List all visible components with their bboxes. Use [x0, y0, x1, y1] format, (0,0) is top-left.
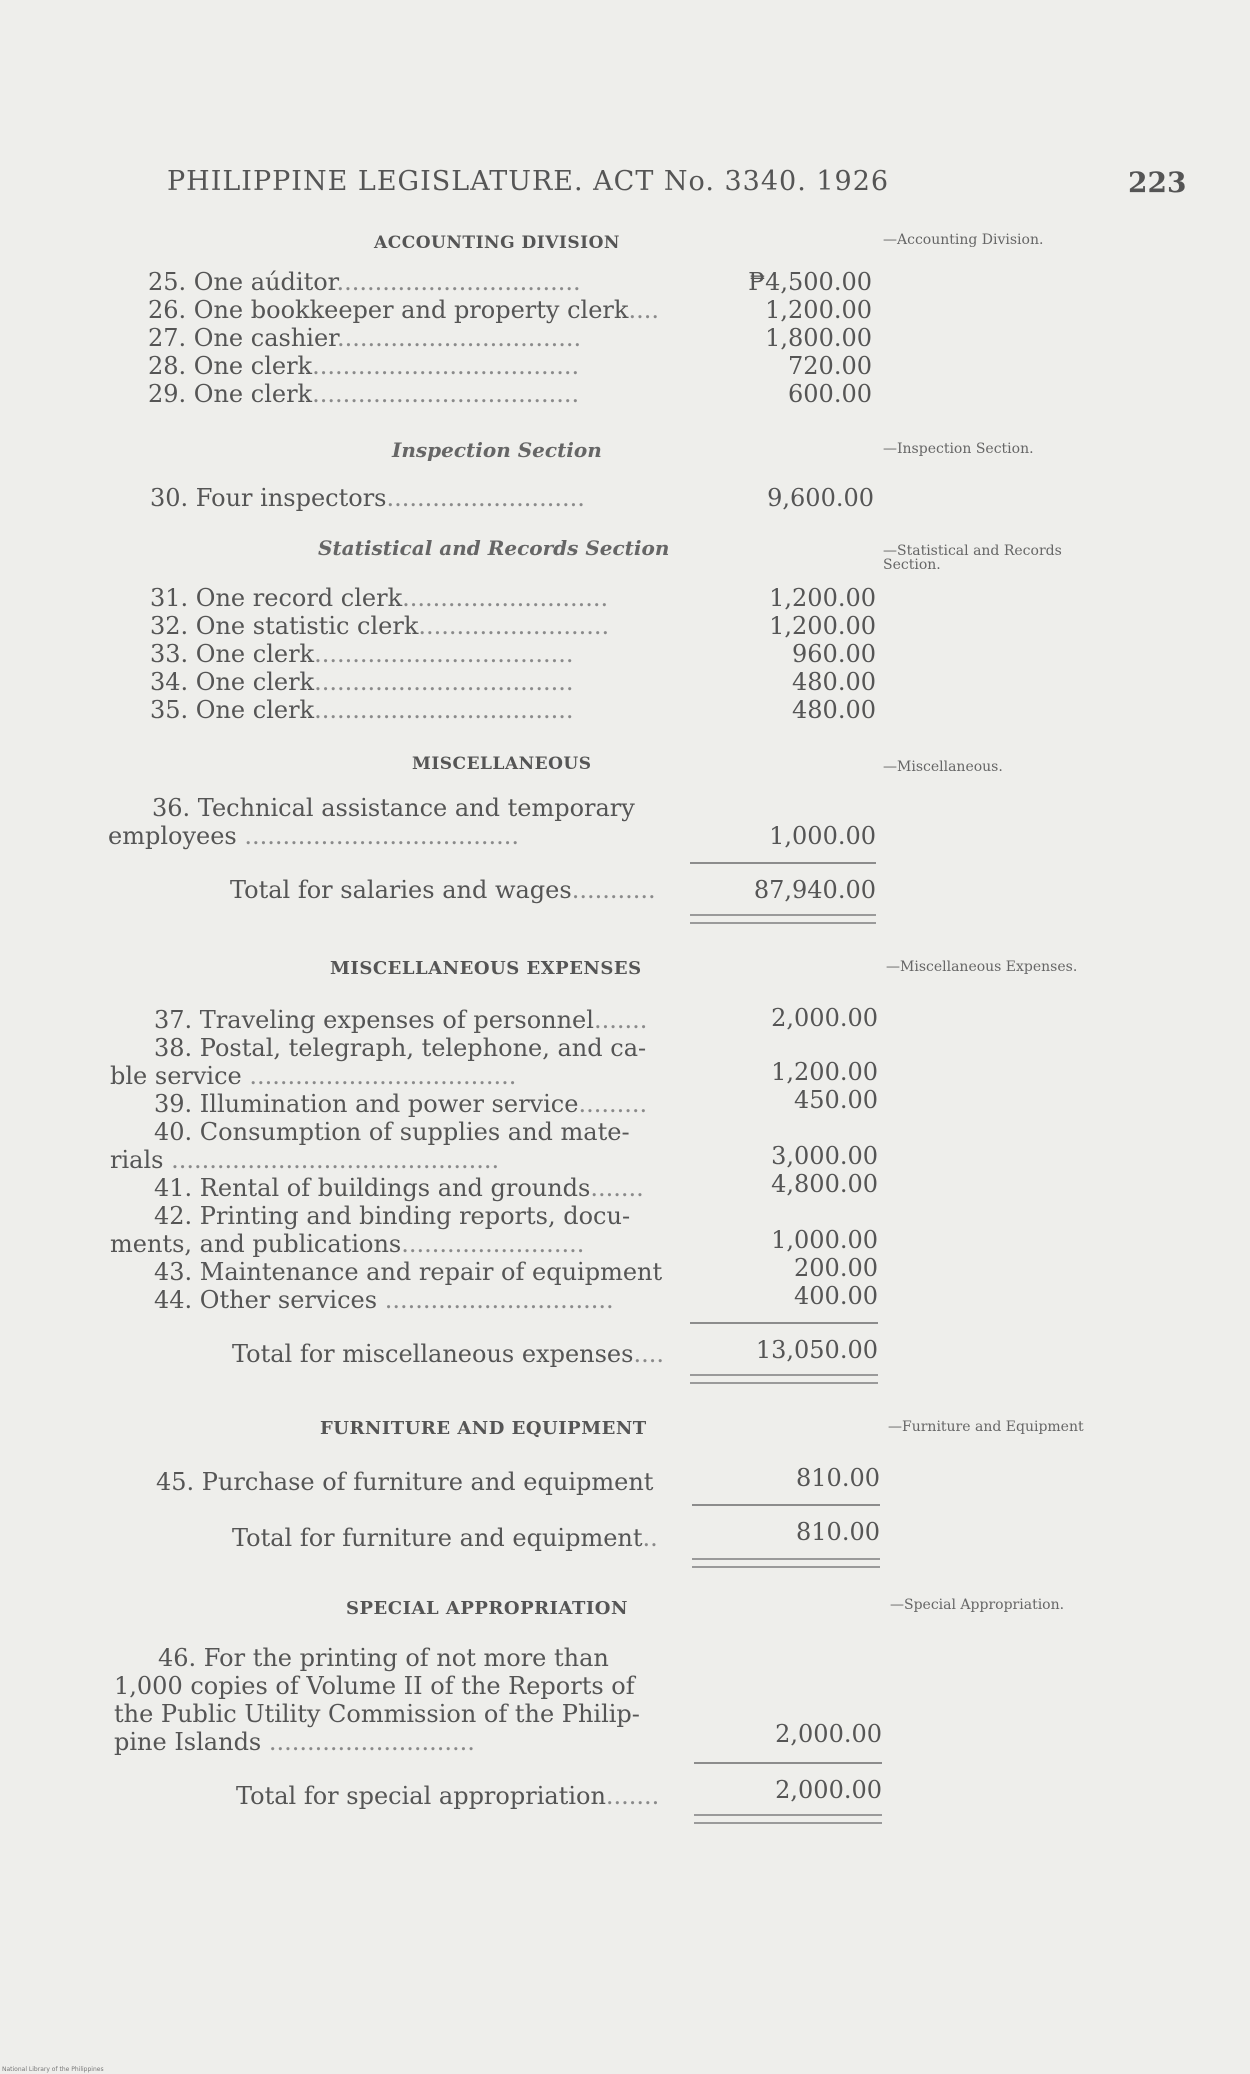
- line-item-38-line1: 38. Postal, telegraph, telephone, and ca-: [154, 1034, 647, 1062]
- line-item-42-line1: 42. Printing and binding reports, docu-: [154, 1202, 631, 1230]
- line-item-45: 45. Purchase of furniture and equipment: [156, 1468, 654, 1496]
- section-heading-miscellaneous: MISCELLANEOUS: [412, 754, 592, 774]
- total-furniture-amount: 810.00: [796, 1518, 880, 1546]
- total-misc-expenses-amount: 13,050.00: [755, 1336, 878, 1364]
- amount-46: 2,000.00: [775, 1720, 882, 1748]
- amount-28: 720.00: [788, 352, 872, 380]
- line-item-27: 27. One cashier................................: [148, 324, 582, 352]
- total-double-rule: [690, 1374, 878, 1384]
- amount-36: 1,000.00: [769, 822, 876, 850]
- amount-42: 1,000.00: [771, 1226, 878, 1254]
- line-item-29: 29. One clerk...................................: [148, 380, 580, 408]
- amount-45: 810.00: [796, 1464, 880, 1492]
- section-heading-misc-expenses: MISCELLANEOUS EXPENSES: [330, 958, 642, 979]
- margin-note-miscellaneous: —Miscellaneous.: [883, 759, 1003, 775]
- line-item-39: 39. Illumination and power service.........: [154, 1090, 648, 1118]
- line-item-46-line1: 46. For the printing of not more than: [158, 1644, 609, 1672]
- line-item-37: 37. Traveling expenses of personnel.......: [154, 1006, 648, 1034]
- line-item-28: 28. One clerk...................................: [148, 352, 580, 380]
- line-item-46-line3: the Public Utility Commission of the Philip-: [114, 1700, 640, 1728]
- amount-34: 480.00: [792, 668, 876, 696]
- line-item-40-line1: 40. Consumption of supplies and mate-: [154, 1118, 630, 1146]
- amount-30: 9,600.00: [767, 484, 874, 512]
- page-number: 223: [1128, 166, 1187, 199]
- amount-26: 1,200.00: [765, 296, 872, 324]
- amount-33: 960.00: [792, 640, 876, 668]
- section-heading-statistical: Statistical and Records Section: [318, 536, 670, 560]
- line-item-33: 33. One clerk..................................: [150, 640, 574, 668]
- section-heading-special: SPECIAL APPROPRIATION: [346, 1598, 628, 1619]
- line-item-44: 44. Other services ..............................: [154, 1286, 614, 1314]
- line-item-36-line2: employees ....................................: [108, 822, 520, 850]
- section-heading-furniture: FURNITURE AND EQUIPMENT: [320, 1418, 647, 1439]
- line-item-25: 25. One aúditor................................: [148, 268, 581, 296]
- amount-29: 600.00: [788, 380, 872, 408]
- amount-25: ₱4,500.00: [748, 268, 872, 296]
- amount-39: 450.00: [794, 1086, 878, 1114]
- sum-rule: [690, 1322, 878, 1324]
- amount-40: 3,000.00: [771, 1142, 878, 1170]
- total-misc-expenses-label: Total for miscellaneous expenses....: [232, 1340, 664, 1368]
- line-item-31: 31. One record clerk...........................: [150, 584, 609, 612]
- amount-38: 1,200.00: [771, 1058, 878, 1086]
- margin-note-furniture: —Furniture and Equipment: [888, 1419, 1084, 1435]
- total-salaries-label: Total for salaries and wages...........: [230, 876, 656, 904]
- total-salaries-amount: 87,940.00: [753, 876, 876, 904]
- section-heading-inspection: Inspection Section: [392, 438, 602, 462]
- line-item-46-line2: 1,000 copies of Volume II of the Reports of: [114, 1672, 635, 1700]
- line-item-40-line2: rials ...........................................: [110, 1146, 500, 1174]
- line-item-46-line4: pine Islands ...........................: [114, 1728, 475, 1756]
- amount-27: 1,800.00: [765, 324, 872, 352]
- line-item-30: 30. Four inspectors..........................: [150, 484, 585, 512]
- sum-rule: [694, 1762, 882, 1764]
- line-item-32: 32. One statistic clerk.........................: [150, 612, 610, 640]
- total-special-amount: 2,000.00: [775, 1776, 882, 1804]
- amount-31: 1,200.00: [769, 584, 876, 612]
- total-furniture-label: Total for furniture and equipment..: [232, 1524, 658, 1552]
- total-double-rule: [690, 914, 876, 924]
- line-item-41: 41. Rental of buildings and grounds.......: [154, 1174, 644, 1202]
- amount-35: 480.00: [792, 696, 876, 724]
- footer-source: National Library of the Philippines: [2, 2066, 104, 2073]
- page-header-title: PHILIPPINE LEGISLATURE. ACT No. 3340. 1926: [167, 166, 890, 197]
- amount-41: 4,800.00: [771, 1170, 878, 1198]
- margin-note-special: —Special Appropriation.: [890, 1597, 1065, 1613]
- line-item-34: 34. One clerk..................................: [150, 668, 574, 696]
- sum-rule: [692, 1504, 880, 1506]
- sum-rule: [690, 862, 876, 864]
- margin-note-inspection: —Inspection Section.: [883, 441, 1034, 457]
- line-item-42-line2: ments, and publications........................: [110, 1230, 585, 1258]
- line-item-35: 35. One clerk..................................: [150, 696, 574, 724]
- total-double-rule: [692, 1558, 880, 1568]
- amount-44: 400.00: [794, 1282, 878, 1310]
- amount-32: 1,200.00: [769, 612, 876, 640]
- line-item-36-line1: 36. Technical assistance and temporary: [152, 794, 635, 822]
- total-double-rule: [694, 1814, 882, 1824]
- margin-note-statistical: —Statistical and Records Section.: [883, 543, 1062, 573]
- line-item-26: 26. One bookkeeper and property clerk....: [148, 296, 659, 324]
- line-item-43: 43. Maintenance and repair of equipment: [154, 1258, 663, 1286]
- margin-note-accounting: —Accounting Division.: [883, 232, 1044, 248]
- section-heading-accounting: ACCOUNTING DIVISION: [374, 233, 620, 253]
- margin-note-misc-expenses: —Miscellaneous Expenses.: [886, 959, 1078, 975]
- line-item-38-line2: ble service ...................................: [110, 1062, 517, 1090]
- total-special-label: Total for special appropriation.......: [236, 1782, 660, 1810]
- amount-37: 2,000.00: [771, 1004, 878, 1032]
- amount-43: 200.00: [794, 1254, 878, 1282]
